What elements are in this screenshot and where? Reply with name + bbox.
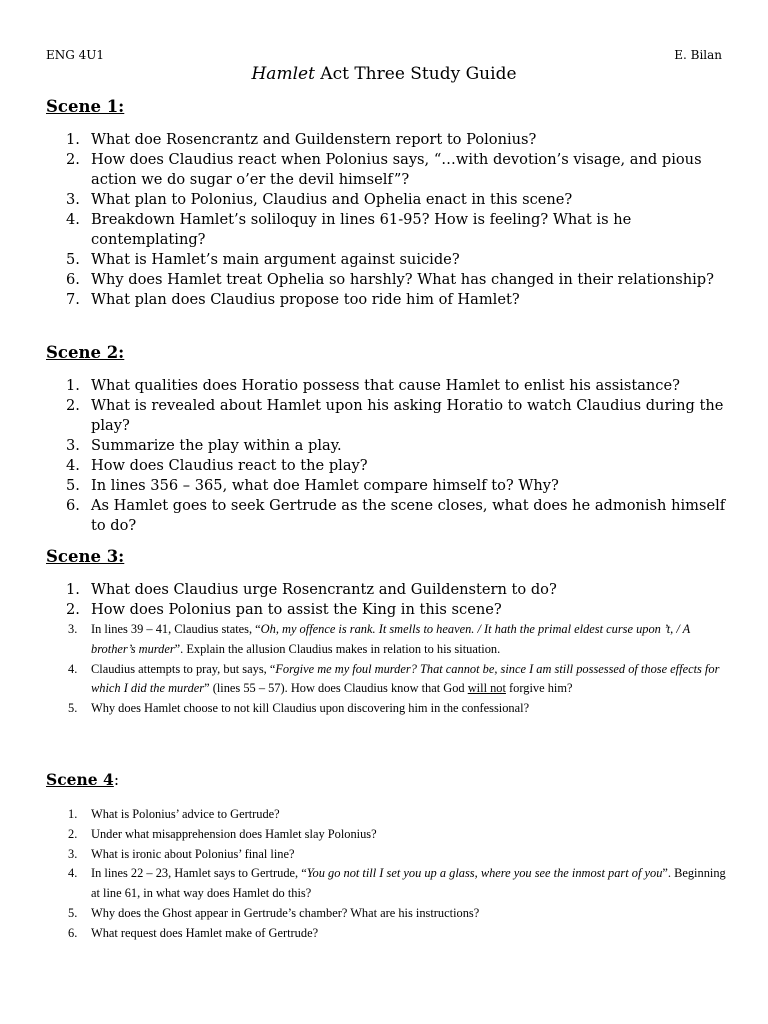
item-number: 6. xyxy=(68,925,78,940)
item-number: 2. xyxy=(66,151,80,168)
list-item xyxy=(46,190,726,210)
list-item xyxy=(46,210,726,250)
list-item xyxy=(46,805,726,825)
list-item xyxy=(46,825,726,845)
quoted-text: Oh, my offence is rank. It smells to heaven. / It hath the primal eldest curse upon ’t, / A brother’s murder xyxy=(91,622,691,656)
list-item xyxy=(46,270,726,290)
question-text: How does Claudius react when Polonius says, “…with devotion’s visage, and pious action we do sugar o’er the devil himself”? xyxy=(91,151,702,188)
list-item xyxy=(46,660,726,700)
question-text: In lines 22 – 23, Hamlet says to Gertrude, “ xyxy=(91,866,307,881)
list-item xyxy=(46,845,726,865)
list-item xyxy=(46,250,726,270)
question-text: ”. Explain the allusion Claudius makes in relation to his situation. xyxy=(174,641,501,656)
question-text: Why does Hamlet choose to not kill Claudius upon discovering him in the confessional? xyxy=(91,701,530,716)
item-number: 3. xyxy=(68,846,78,861)
scene-2-heading xyxy=(46,343,124,362)
list-item xyxy=(46,130,726,150)
list-item xyxy=(46,150,726,190)
item-number: 6. xyxy=(66,271,80,288)
scene-1-questions xyxy=(46,130,726,310)
question-text: What does Claudius urge Rosencrantz and Guildenstern to do? xyxy=(91,581,557,598)
scene-3-heading-text: Scene 3: xyxy=(46,547,125,566)
list-item xyxy=(46,290,726,310)
question-text: In lines 39 – 41, Claudius states, “ xyxy=(91,622,261,636)
list-item xyxy=(46,699,726,719)
item-number: 1. xyxy=(66,131,80,148)
question-text: In lines 356 – 365, what doe Hamlet compare himself to? Why? xyxy=(91,477,559,494)
question-text: ”. Beginning at line 61, in what way does Hamlet do this? xyxy=(91,866,726,901)
item-number: 5. xyxy=(68,701,78,716)
page-title xyxy=(0,64,768,84)
list-item xyxy=(46,924,726,944)
question-text: What is ironic about Polonius’ final line? xyxy=(91,846,295,861)
item-number: 4. xyxy=(66,211,80,228)
underlined-text: will not xyxy=(467,681,506,696)
list-item xyxy=(46,456,726,476)
scene-4-heading xyxy=(46,770,119,789)
scene-3-questions-main xyxy=(46,580,726,620)
item-number: 2. xyxy=(66,397,80,414)
item-number: 4. xyxy=(68,866,78,881)
question-text: What plan to Polonius, Claudius and Ophelia enact in this scene? xyxy=(91,191,573,208)
question-text: How does Claudius react to the play? xyxy=(91,457,368,474)
question-text: What doe Rosencrantz and Guildenstern report to Polonius? xyxy=(91,131,537,148)
list-item xyxy=(46,476,726,496)
item-number: 5. xyxy=(66,251,80,268)
question-text: How does Polonius pan to assist the King in this scene? xyxy=(91,601,502,618)
question-text: Under what misapprehension does Hamlet slay Polonius? xyxy=(91,826,377,841)
question-text: Why does Hamlet treat Ophelia so harshly? What has changed in their relationship? xyxy=(91,271,714,288)
item-number: 3. xyxy=(66,437,80,454)
question-text: Summarize the play within a play. xyxy=(91,437,342,454)
question-text: ” (lines 55 – 57). How does Claudius know that God xyxy=(204,681,468,696)
question-text: What plan does Claudius propose too ride him of Hamlet? xyxy=(91,291,520,308)
question-text: What qualities does Horatio possess that cause Hamlet to enlist his assistance? xyxy=(91,377,680,394)
item-number: 2. xyxy=(68,826,78,841)
scene-3-heading xyxy=(46,547,124,566)
question-text: What is revealed about Hamlet upon his asking Horatio to watch Claudius during the play? xyxy=(91,397,724,434)
scene-1-heading xyxy=(46,97,124,116)
scene-1-heading-text: Scene 1: xyxy=(46,97,125,116)
item-number: 1. xyxy=(66,581,80,598)
item-number: 1. xyxy=(68,807,78,821)
question-text: What is Hamlet’s main argument against suicide? xyxy=(91,251,460,268)
question-text: Breakdown Hamlet’s soliloquy in lines 61-95? How is feeling? What is he contemplating? xyxy=(91,211,632,248)
question-text: forgive him? xyxy=(505,681,573,696)
scene-4-questions xyxy=(46,805,726,944)
item-number: 7. xyxy=(66,291,80,308)
list-item xyxy=(46,436,726,456)
question-text: Claudius attempts to pray, but says, “ xyxy=(91,661,276,676)
item-number: 6. xyxy=(66,497,80,514)
item-number: 4. xyxy=(68,661,78,676)
question-text: What is Polonius’ advice to Gertrude? xyxy=(91,807,280,821)
title-rest: Act Three Study Guide xyxy=(314,64,517,84)
item-number: 5. xyxy=(68,905,78,920)
item-number: 5. xyxy=(66,477,80,494)
list-item xyxy=(46,600,726,620)
list-item xyxy=(46,496,726,536)
item-number: 3. xyxy=(68,622,78,636)
list-item xyxy=(46,864,726,904)
scene-4-heading-colon: : xyxy=(113,771,120,789)
question-text: Why does the Ghost appear in Gertrude’s chamber? What are his instructions? xyxy=(91,905,480,920)
item-number: 1. xyxy=(66,377,80,394)
quoted-text: Forgive me my foul murder? That cannot be, since I am still possessed of those effects for which I did the murder xyxy=(91,661,720,696)
scene-2-heading-text: Scene 2: xyxy=(46,343,125,362)
item-number: 3. xyxy=(66,191,80,208)
scene-2-questions xyxy=(46,376,726,536)
question-text: As Hamlet goes to seek Gertrude as the scene closes, what does he admonish himself to do? xyxy=(91,497,726,534)
list-item xyxy=(46,580,726,600)
scene-3-questions-detail xyxy=(46,620,726,719)
list-item xyxy=(46,620,726,660)
list-item xyxy=(46,904,726,924)
item-number: 4. xyxy=(66,457,80,474)
course-code: ENG 4U1 xyxy=(46,48,105,62)
quoted-text: You go not till I set you up a glass, where you see the inmost part of you xyxy=(306,866,663,881)
item-number: 2. xyxy=(66,601,80,618)
question-text: What request does Hamlet make of Gertrude? xyxy=(91,925,319,940)
author-name: E. Bilan xyxy=(674,48,722,62)
list-item xyxy=(46,376,726,396)
list-item xyxy=(46,396,726,436)
scene-4-heading-text: Scene 4 xyxy=(46,770,114,789)
title-play-name: Hamlet xyxy=(251,64,315,84)
